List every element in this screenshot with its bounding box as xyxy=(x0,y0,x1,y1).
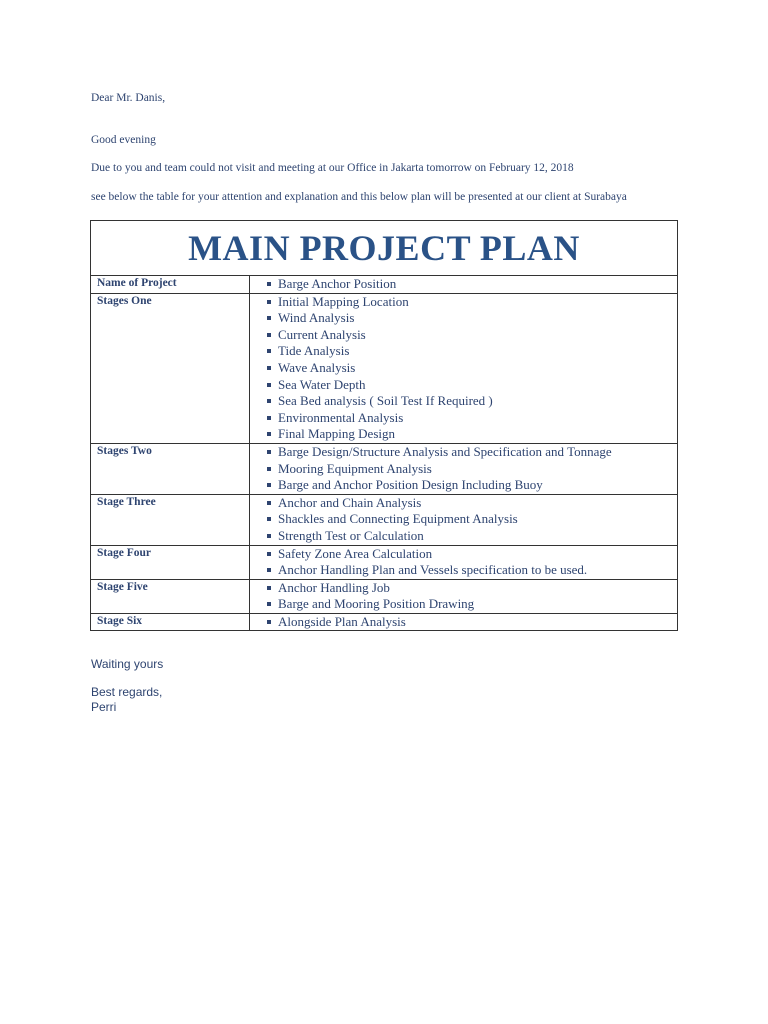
letter-greeting: Good evening xyxy=(91,134,156,146)
task-item xyxy=(278,614,673,631)
stage-tasks xyxy=(250,579,678,613)
square-bullet-icon xyxy=(267,383,271,387)
task-item xyxy=(278,377,673,394)
square-bullet-icon xyxy=(267,333,271,337)
task-item xyxy=(278,546,673,563)
square-bullet-icon xyxy=(267,483,271,487)
task-text: Strength Test or Calculation xyxy=(278,527,424,543)
task-text: Initial Mapping Location xyxy=(278,293,409,309)
square-bullet-icon xyxy=(267,282,271,286)
task-text: Anchor Handling Plan and Vessels specification to be used. xyxy=(278,562,588,578)
task-text: Wave Analysis xyxy=(278,359,356,375)
letter-line-2: see below the table for your attention and explanation and this below plan will be presented at our client at Surabaya xyxy=(91,191,627,203)
task-text: Shackles and Connecting Equipment Analysis xyxy=(278,511,518,527)
task-item xyxy=(278,596,673,613)
square-bullet-icon xyxy=(267,366,271,370)
closing-name: Perri xyxy=(91,700,117,714)
letter-line-1: Due to you and team could not visit and meeting at our Office in Jakarta tomorrow on February 12, 2018 xyxy=(91,162,574,174)
plan-row xyxy=(91,443,678,494)
task-item xyxy=(278,327,673,344)
stage-tasks xyxy=(250,276,678,294)
task-text: Sea Water Depth xyxy=(278,376,366,392)
stage-tasks xyxy=(250,494,678,545)
task-list xyxy=(278,294,673,443)
plan-row xyxy=(91,545,678,579)
square-bullet-icon xyxy=(267,349,271,353)
plan-row xyxy=(91,494,678,545)
stage-label: Stage Six xyxy=(91,613,250,631)
task-list xyxy=(278,580,673,613)
task-text: Safety Zone Area Calculation xyxy=(278,545,433,561)
task-item xyxy=(278,310,673,327)
task-item xyxy=(278,511,673,528)
task-list xyxy=(278,444,673,494)
square-bullet-icon xyxy=(267,517,271,521)
task-item xyxy=(278,461,673,478)
stage-label: Name of Project xyxy=(91,276,250,294)
task-item xyxy=(278,426,673,443)
plan-row xyxy=(91,293,678,443)
task-list xyxy=(278,276,673,293)
task-text: Tide Analysis xyxy=(278,343,350,359)
task-text: Barge Design/Structure Analysis and Specification and Tonnage xyxy=(278,443,612,459)
task-text: Wind Analysis xyxy=(278,310,355,326)
stage-label: Stages Two xyxy=(91,443,250,494)
task-text: Anchor and Chain Analysis xyxy=(278,494,422,510)
task-item xyxy=(278,528,673,545)
task-text: Environmental Analysis xyxy=(278,409,404,425)
stage-label: Stage Four xyxy=(91,545,250,579)
stage-label: Stage Three xyxy=(91,494,250,545)
task-item xyxy=(278,393,673,410)
closing-waiting: Waiting yours xyxy=(91,657,164,671)
task-item xyxy=(278,495,673,512)
plan-title: MAIN PROJECT PLAN xyxy=(91,221,678,276)
square-bullet-icon xyxy=(267,416,271,420)
task-text: Alongside Plan Analysis xyxy=(278,613,406,629)
square-bullet-icon xyxy=(267,534,271,538)
closing-regards: Best regards, xyxy=(91,685,163,699)
task-item xyxy=(278,343,673,360)
stage-label: Stage Five xyxy=(91,579,250,613)
square-bullet-icon xyxy=(267,620,271,624)
plan-row xyxy=(91,276,678,294)
task-text: Mooring Equipment Analysis xyxy=(278,460,432,476)
task-text: Barge and Anchor Position Design Including Buoy xyxy=(278,477,543,493)
task-text: Barge Anchor Position xyxy=(278,276,397,291)
stage-tasks xyxy=(250,613,678,631)
square-bullet-icon xyxy=(267,552,271,556)
plan-row xyxy=(91,579,678,613)
square-bullet-icon xyxy=(267,586,271,590)
task-list xyxy=(278,614,673,631)
task-item xyxy=(278,580,673,597)
square-bullet-icon xyxy=(267,450,271,454)
square-bullet-icon xyxy=(267,399,271,403)
task-text: Anchor Handling Job xyxy=(278,579,390,595)
task-text: Current Analysis xyxy=(278,326,366,342)
task-list xyxy=(278,495,673,545)
stage-tasks xyxy=(250,293,678,443)
task-item xyxy=(278,294,673,311)
stage-label: Stages One xyxy=(91,293,250,443)
square-bullet-icon xyxy=(267,467,271,471)
letter-salutation: Dear Mr. Danis, xyxy=(91,92,166,104)
square-bullet-icon xyxy=(267,316,271,320)
project-plan-table xyxy=(90,220,678,631)
square-bullet-icon xyxy=(267,501,271,505)
task-text: Final Mapping Design xyxy=(278,426,395,442)
stage-tasks xyxy=(250,443,678,494)
task-text: Barge and Mooring Position Drawing xyxy=(278,596,475,612)
task-item xyxy=(278,477,673,494)
square-bullet-icon xyxy=(267,602,271,606)
task-item xyxy=(278,276,673,293)
task-list xyxy=(278,546,673,579)
plan-row xyxy=(91,613,678,631)
square-bullet-icon xyxy=(267,432,271,436)
stage-tasks xyxy=(250,545,678,579)
plan-title-row xyxy=(91,221,678,276)
task-item xyxy=(278,410,673,427)
square-bullet-icon xyxy=(267,300,271,304)
task-text: Sea Bed analysis ( Soil Test If Required ) xyxy=(278,393,493,409)
square-bullet-icon xyxy=(267,568,271,572)
task-item xyxy=(278,444,673,461)
task-item xyxy=(278,360,673,377)
task-item xyxy=(278,562,673,579)
